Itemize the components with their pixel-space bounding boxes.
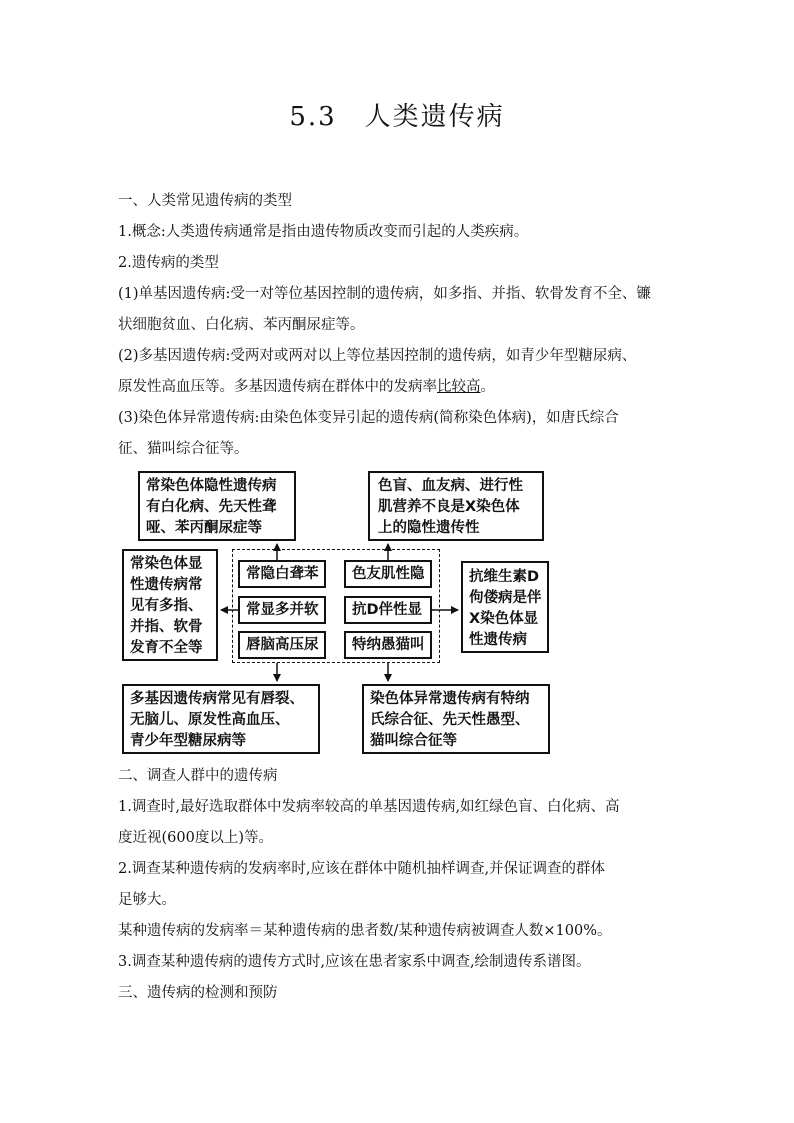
- mnemonic-box-6: 特纳愚猫叫: [344, 631, 432, 659]
- survey-line-2: 度近视(600度以上)等。: [118, 830, 273, 846]
- inheritance-mode-line: 3.调查某种遗传病的遗传方式时,应该在患者家系中调查,绘制遗传系谱图。: [118, 954, 591, 970]
- underlined-term: 比较高: [437, 379, 481, 395]
- survey-line-1: 1.调查时,最好选取群体中发病率较高的单基因遗传病,如红绿色盲、白化病、高: [118, 799, 620, 815]
- polygenic-line-1: (2)多基因遗传病:受两对或两对以上等位基因控制的遗传病，如青少年型糖尿病、: [118, 348, 637, 364]
- section1-heading: 一、人类常见遗传病的类型: [118, 193, 292, 209]
- box-bottom-left: 多基因遗传病常见有唇裂、 无脑儿、原发性高血压、 青少年型糖尿病等: [122, 684, 320, 754]
- single-gene-line-2: 状细胞贫血、白化病、苯丙酮尿症等。: [118, 317, 365, 333]
- chromosomal-line-2: 征、猫叫综合征等。: [118, 441, 249, 457]
- box-left: 常染色体显 性遗传病常 见有多指、 并指、软骨 发育不全等: [122, 549, 218, 661]
- single-gene-line-1: (1)单基因遗传病:受一对等位基因控制的遗传病，如多指、并指、软骨发育不全、镰: [118, 286, 651, 302]
- section2-heading: 二、调查人群中的遗传病: [118, 768, 278, 784]
- chromosomal-line-1: (3)染色体异常遗传病:由染色体变异引起的遗传病(简称染色体病)，如唐氏综合: [118, 410, 619, 426]
- mnemonic-box-1: 常隐白聋苯: [238, 560, 326, 588]
- concept-paragraph: 1.概念:人类遗传病通常是指由遗传物质改变而引起的人类疾病。: [118, 224, 529, 240]
- mnemonic-box-5: 唇脑高压尿: [238, 631, 326, 659]
- mnemonic-box-4: 抗D伴性显: [344, 596, 432, 624]
- section3-heading: 三、遗传病的检测和预防: [118, 985, 278, 1001]
- mnemonic-box-3: 常显多并软: [238, 596, 326, 624]
- box-top-left: 常染色体隐性遗传病 有白化病、先天性聋 哑、苯丙酮尿症等: [138, 471, 296, 541]
- types-heading: 2.遗传病的类型: [118, 255, 219, 271]
- box-right: 抗维生素D 佝偻病是伴 X染色体显 性遗传病: [461, 561, 549, 653]
- polygenic-line-2: 原发性高血压等。多基因遗传病在群体中的发病率比较高。: [118, 379, 495, 395]
- incidence-formula: 某种遗传病的发病率＝某种遗传病的患者数/某种遗传病被调查人数×100%。: [118, 923, 612, 939]
- incidence-line-1: 2.调查某种遗传病的发病率时,应该在群体中随机抽样调查,并保证调查的群体: [118, 861, 606, 877]
- page-title: 5.3 人类遗传病: [289, 102, 505, 132]
- mnemonic-box-2: 色友肌性隐: [344, 560, 432, 588]
- incidence-line-2: 足够大。: [118, 892, 176, 908]
- box-top-right: 色盲、血友病、进行性 肌营养不良是X染色体 上的隐性遗传性: [368, 471, 544, 541]
- box-bottom-right: 染色体异常遗传病有特纳 氏综合征、先天性愚型、 猫叫综合征等: [362, 684, 550, 754]
